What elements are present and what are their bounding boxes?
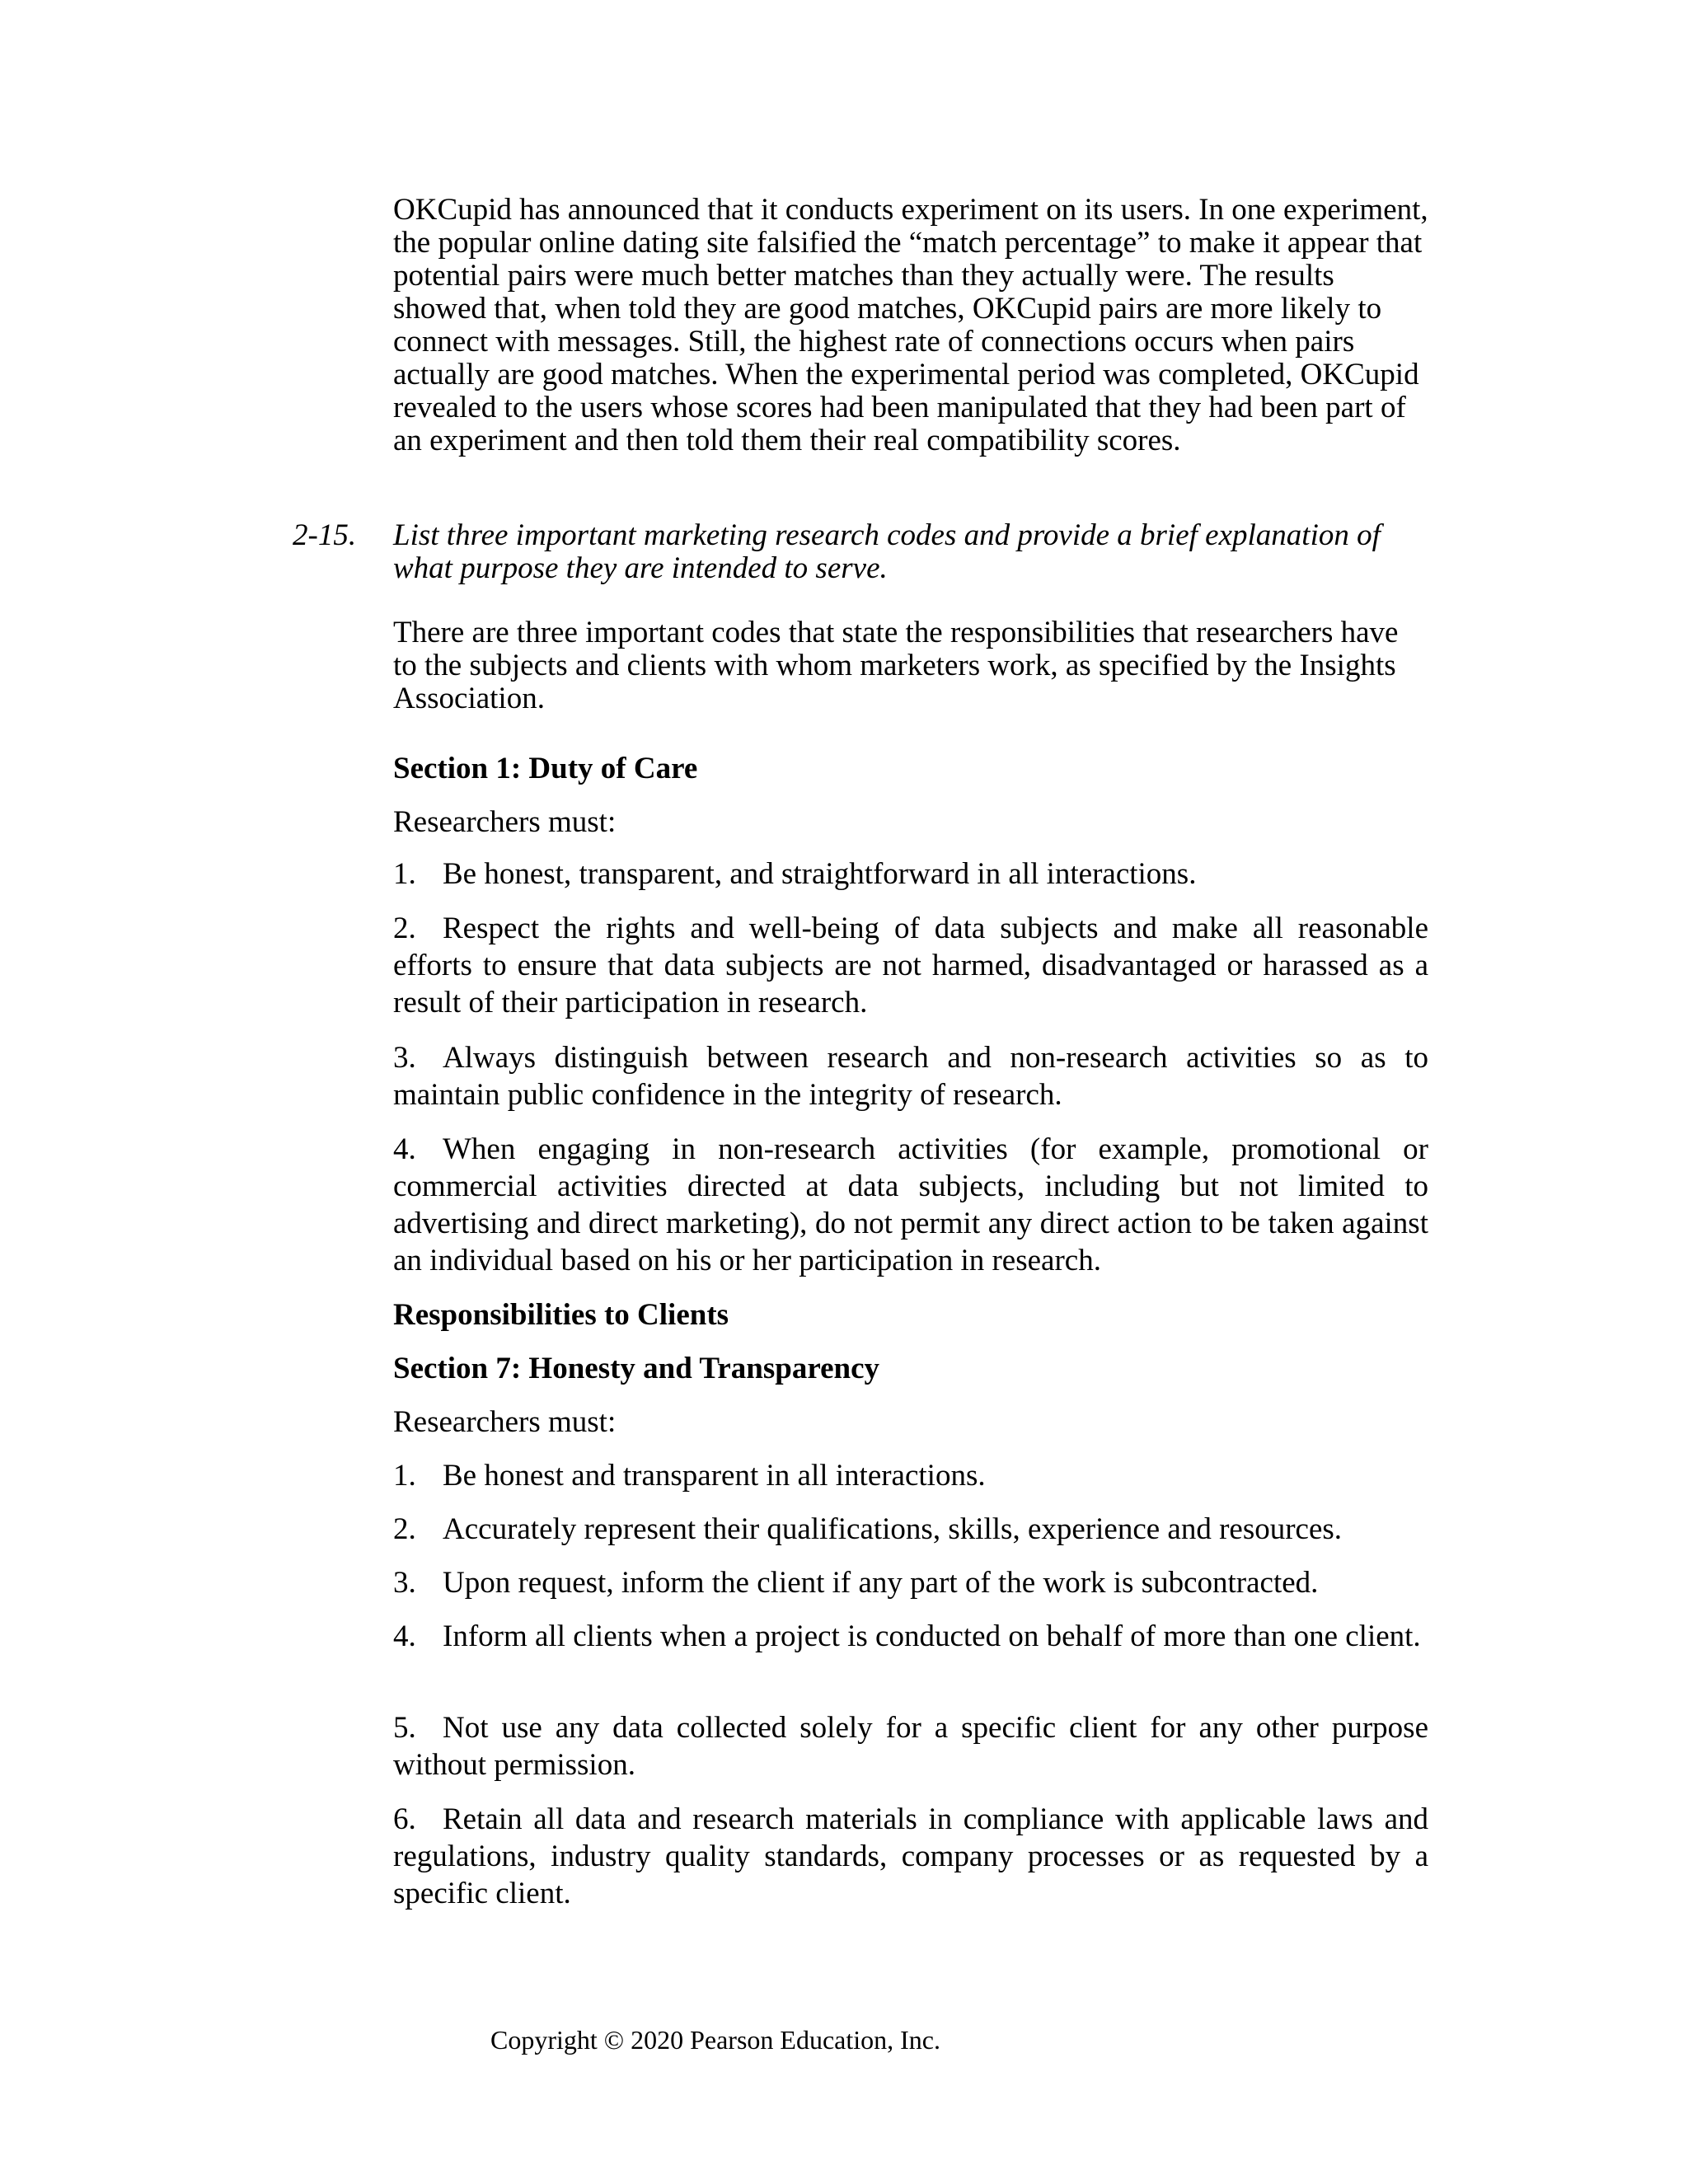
item-number: 6. <box>393 1802 416 1836</box>
section7-item <box>393 1709 1428 1783</box>
question-text: List three important marketing research codes and provide a brief explanation of what purpose they are intended to serve. <box>393 518 1381 585</box>
section1-heading: Section 1: Duty of Care <box>393 752 698 785</box>
section7-item <box>393 1457 1428 1494</box>
section1-item <box>393 1131 1428 1279</box>
item-number: 2. <box>393 1512 416 1546</box>
item-text: Be honest, transparent, and straightforward in all interactions. <box>443 857 1197 891</box>
item-text: When engaging in non-research activities (for example, promotional or commercial activities directed at data subjects, including but not limited to advertising and direct marketing), do not permit any direct action to be taken against an individual based on his or her participation in research. <box>393 1132 1428 1277</box>
item-text: Retain all data and research materials in compliance with applicable laws and regulations, industry quality standards, company processes or as requested by a specific client. <box>393 1802 1428 1910</box>
section7-lead: Researchers must: <box>393 1405 617 1439</box>
item-number: 1. <box>393 857 416 891</box>
item-text: Not use any data collected solely for a specific client for any other purpose without permission. <box>393 1711 1428 1782</box>
section7-item <box>393 1511 1428 1548</box>
item-text: Accurately represent their qualifications, skills, experience and resources. <box>443 1512 1343 1546</box>
item-number: 5. <box>393 1711 416 1745</box>
item-number: 2. <box>393 912 416 945</box>
section7-heading: Section 7: Honesty and Transparency <box>393 1352 879 1385</box>
item-text: Be honest and transparent in all interactions. <box>443 1459 986 1493</box>
section1-item <box>393 855 1428 893</box>
item-number: 4. <box>393 1132 416 1166</box>
copyright-footer: Copyright © 2020 Pearson Education, Inc. <box>490 2025 940 2055</box>
section1-item <box>393 1039 1428 1113</box>
item-text: Respect the rights and well-being of data subjects and make all reasonable efforts to ensure that data subjects are not harmed, disadvantaged or harassed as a result of their participation in research. <box>393 912 1428 1019</box>
item-number: 4. <box>393 1619 416 1653</box>
section7-item <box>393 1564 1428 1601</box>
item-text: Upon request, inform the client if any part of the work is subcontracted. <box>443 1566 1319 1600</box>
item-number: 3. <box>393 1566 416 1600</box>
item-number: 3. <box>393 1041 416 1075</box>
answer-intro: There are three important codes that state the responsibilities that researchers have to the subjects and clients with whom marketers work, as specified by the Insights Association. <box>393 616 1399 715</box>
section1-lead: Researchers must: <box>393 805 617 839</box>
question-number: 2-15. <box>293 518 357 552</box>
item-text: Inform all clients when a project is conducted on behalf of more than one client. <box>443 1619 1421 1653</box>
section1-item <box>393 910 1428 1021</box>
intro-paragraph: OKCupid has announced that it conducts experiment on its users. In one experiment, the popular online dating site falsified the “match percentage” to make it appear that potential pairs were much better matches than they actually were. The results showed that, when told they are good matches, OKCupid pairs are more likely to connect with messages. Still, the highest rate of connections occurs when pairs actually are good matches. When the experimental period was completed, OKCupid revealed to the users whose scores had been manipulated that they had been part of an experiment and then told them their real compatibility scores. <box>393 193 1428 457</box>
item-text: Always distinguish between research and non-research activities so as to maintain public confidence in the integrity of research. <box>393 1041 1428 1112</box>
section7-item <box>393 1618 1428 1655</box>
item-number: 1. <box>393 1459 416 1493</box>
clients-heading: Responsibilities to Clients <box>393 1298 729 1332</box>
section7-item <box>393 1801 1428 1912</box>
